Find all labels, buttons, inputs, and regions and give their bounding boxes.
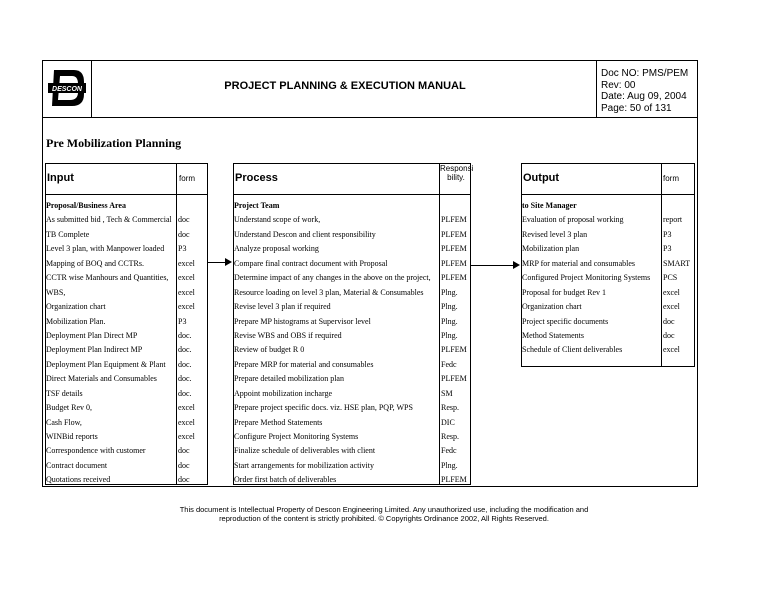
- process-item: Order first batch of deliverables: [234, 475, 337, 485]
- process-item: Revise level 3 plan if required: [234, 302, 331, 312]
- output-row: [522, 286, 694, 300]
- output-row: [522, 329, 694, 343]
- output-row: [522, 228, 694, 242]
- output-form: SMART: [663, 258, 691, 268]
- process-item: Finalize schedule of deliverables with client: [234, 446, 376, 456]
- input-form: doc.: [178, 345, 192, 355]
- process-title: Process: [235, 172, 278, 184]
- input-item: Direct Materials and Consumables: [46, 374, 157, 384]
- output-form: PCS: [663, 273, 678, 283]
- input-box: [45, 163, 208, 485]
- process-rows: [234, 199, 470, 488]
- process-to-output-arrow-line: [471, 265, 514, 266]
- input-item: Deployment Plan Indirect MP: [46, 345, 143, 355]
- output-item: Revised level 3 plan: [522, 229, 588, 239]
- output-item: Proposal for budget Rev 1: [522, 287, 606, 297]
- copyright-footer: [140, 505, 628, 523]
- process-header: [234, 164, 474, 195]
- process-item: Project Team: [234, 201, 280, 210]
- process-item: Resource loading on level 3 plan, Material & Consumables: [234, 287, 424, 297]
- input-item: Level 3 plan, with Manpower loaded: [46, 244, 165, 254]
- output-header: [522, 164, 694, 195]
- doc-number: Doc NO: PMS/PEM: [601, 68, 689, 79]
- input-to-process-arrowhead: [225, 258, 232, 266]
- process-row: [234, 242, 470, 256]
- input-item: Deployment Plan Equipment & Plant: [46, 359, 166, 369]
- output-item: Mobilization plan: [522, 244, 580, 254]
- output-item: Method Statements: [522, 330, 584, 340]
- output-rows: [522, 199, 694, 358]
- input-form: doc: [178, 460, 190, 470]
- output-row: [522, 199, 694, 213]
- output-row: [522, 213, 694, 227]
- input-row: [46, 372, 207, 386]
- input-form: doc.: [178, 374, 192, 384]
- process-resp: PLFEM: [441, 258, 467, 268]
- output-row: [522, 271, 694, 285]
- input-form: doc: [178, 215, 190, 225]
- process-item: Prepare detailed mobilization plan: [234, 374, 344, 384]
- input-row: [46, 286, 207, 300]
- docinfo-divider: [596, 60, 597, 117]
- process-row: [234, 271, 470, 285]
- output-form: report: [663, 215, 683, 225]
- input-item: WBS,: [46, 287, 66, 297]
- output-form: doc: [663, 330, 675, 340]
- process-row: [234, 286, 470, 300]
- footer-line1: This document is Intellectual Property of Descon Engineering Limited. Any unauthorized use, including the modification and: [179, 505, 589, 514]
- process-row: [234, 343, 470, 357]
- input-item: Deployment Plan Direct MP: [46, 330, 138, 340]
- process-row: [234, 358, 470, 372]
- input-form: excel: [178, 273, 195, 283]
- doc-page: Page: 50 of 131: [601, 102, 672, 114]
- input-row: [46, 199, 207, 213]
- input-header: [46, 164, 207, 195]
- process-resp: Plng.: [441, 460, 458, 470]
- process-row: [234, 315, 470, 329]
- process-resp: PLFEM: [441, 345, 467, 355]
- input-row: [46, 358, 207, 372]
- process-item: Prepare project specific docs. viz. HSE plan, PQP, WPS: [234, 403, 413, 413]
- input-row: [46, 343, 207, 357]
- input-item: WINBid reports: [46, 432, 98, 441]
- input-row: [46, 300, 207, 314]
- input-form: excel: [178, 258, 195, 268]
- output-form: excel: [663, 287, 680, 297]
- input-item: CCTR wise Manhours and Quantities,: [46, 273, 169, 283]
- process-row: [234, 228, 470, 242]
- header-divider: [42, 117, 698, 118]
- process-row: [234, 473, 470, 487]
- process-resp: Fedc: [441, 446, 457, 456]
- input-row: [46, 271, 207, 285]
- process-item: Prepare Method Statements: [234, 417, 323, 427]
- output-form: P3: [663, 244, 672, 254]
- process-row: [234, 459, 470, 473]
- doc-date: Date: Aug 09, 2004: [601, 91, 687, 102]
- input-row: [46, 329, 207, 343]
- input-row: [46, 430, 207, 444]
- input-form: doc.: [178, 359, 192, 369]
- input-item: Cash Flow,: [46, 417, 82, 427]
- output-item: to Site Manager: [522, 201, 577, 210]
- process-row: [234, 372, 470, 386]
- input-item: TSF details: [46, 388, 83, 398]
- input-form: doc.: [178, 330, 192, 340]
- output-item: Organization chart: [522, 302, 582, 312]
- output-form-header: form: [663, 174, 679, 183]
- process-row: [234, 416, 470, 430]
- input-form: P3: [178, 244, 187, 254]
- process-resp: PLFEM: [441, 374, 467, 384]
- process-resp: Plng.: [441, 302, 458, 312]
- process-row: [234, 300, 470, 314]
- output-form: P3: [663, 229, 672, 239]
- descon-logo: [48, 66, 86, 110]
- input-row: [46, 387, 207, 401]
- process-item: Analyze proposal working: [234, 244, 319, 254]
- input-item: Contract document: [46, 460, 108, 470]
- process-item: Configure Project Monitoring Systems: [234, 432, 359, 441]
- manual-title: PROJECT PLANNING & EXECUTION MANUAL: [224, 80, 466, 92]
- input-row: [46, 416, 207, 430]
- input-item: Mobilization Plan.: [46, 316, 106, 326]
- process-resp: Fedc: [441, 359, 457, 369]
- output-row: [522, 315, 694, 329]
- process-resp: Plng.: [441, 316, 458, 326]
- process-row: [234, 430, 470, 444]
- input-row: [46, 257, 207, 271]
- input-form-header: form: [179, 174, 195, 183]
- process-item: Prepare MRP for material and consumables: [234, 359, 374, 369]
- responsibility-header-line1: Responsi: [440, 164, 474, 173]
- input-form: excel: [178, 403, 195, 413]
- input-form: doc.: [178, 388, 192, 398]
- section-title: Pre Mobilization Planning: [46, 136, 182, 150]
- input-item: Organization chart: [46, 302, 106, 312]
- input-form: excel: [178, 302, 195, 312]
- input-form: excel: [178, 287, 195, 297]
- input-row: [46, 242, 207, 256]
- input-item: Mapping of BOQ and CCTRs.: [46, 258, 144, 268]
- output-form: doc: [663, 316, 675, 326]
- output-row: [522, 242, 694, 256]
- output-item: MRP for material and consumables: [522, 258, 636, 268]
- process-resp: PLFEM: [441, 273, 467, 283]
- output-box: [521, 163, 695, 367]
- process-row: [234, 401, 470, 415]
- output-item: Configured Project Monitoring Systems: [522, 273, 651, 283]
- input-form: doc: [178, 229, 190, 239]
- input-row: [46, 315, 207, 329]
- output-row: [522, 300, 694, 314]
- process-item: Understand scope of work,: [234, 215, 321, 225]
- input-item: Correspondence with customer: [46, 446, 146, 456]
- input-item: TB Complete: [46, 229, 90, 239]
- input-row: [46, 401, 207, 415]
- process-item: Revise WBS and OBS if required: [234, 330, 342, 340]
- input-form: P3: [178, 316, 187, 326]
- process-row: [234, 329, 470, 343]
- input-item: Quotations received: [46, 475, 111, 485]
- output-form: excel: [663, 302, 680, 312]
- process-row: [234, 444, 470, 458]
- responsibility-header-line2: bility.: [447, 173, 465, 182]
- process-resp: PLFEM: [441, 475, 467, 485]
- output-item: Project specific documents: [522, 316, 609, 326]
- input-row: [46, 228, 207, 242]
- responsibility-header: [440, 164, 472, 182]
- process-row: [234, 387, 470, 401]
- doc-info: [601, 68, 688, 114]
- process-resp: Plng.: [441, 330, 458, 340]
- process-box: [233, 163, 474, 485]
- input-row: [46, 459, 207, 473]
- process-item: Start arrangements for mobilization activity: [234, 460, 374, 470]
- footer-line2: reproduction of the content is strictly prohibited. © Copyrights Ordinance 2002, All Rights Reserved.: [219, 514, 549, 523]
- process-item: Understand Descon and client responsibility: [234, 229, 376, 239]
- process-item: Appoint mobilization incharge: [234, 388, 333, 398]
- input-row: [46, 444, 207, 458]
- doc-revision: Rev: 00: [601, 79, 636, 91]
- process-item: Review of budget R 0: [234, 345, 305, 355]
- process-row: [234, 257, 470, 271]
- output-item: Schedule of Client deliverables: [522, 345, 623, 355]
- process-resp: DIC: [441, 417, 455, 427]
- output-row: [522, 343, 694, 357]
- process-item: Compare final contract document with Proposal: [234, 258, 388, 268]
- process-resp: Resp.: [441, 432, 459, 441]
- input-form: doc: [178, 475, 190, 485]
- logo-divider: [91, 60, 92, 117]
- output-title: Output: [523, 172, 560, 184]
- process-resp: PLFEM: [441, 215, 467, 225]
- process-resp: SM: [441, 388, 453, 398]
- process-row: [234, 199, 470, 213]
- output-item: Evaluation of proposal working: [522, 215, 624, 225]
- input-form: excel: [178, 432, 195, 441]
- output-form: excel: [663, 345, 680, 355]
- output-row: [522, 257, 694, 271]
- input-title: Input: [47, 172, 74, 184]
- process-resp: Resp.: [441, 403, 459, 413]
- svg-text:DESCON: DESCON: [52, 86, 82, 93]
- input-form: doc: [178, 446, 190, 456]
- input-row: [46, 473, 207, 487]
- input-form: excel: [178, 417, 195, 427]
- input-row: [46, 213, 207, 227]
- process-item: Determine impact of any changes in the above on the project,: [234, 273, 431, 283]
- input-rows: [46, 199, 207, 488]
- input-to-process-arrow-line: [208, 262, 226, 263]
- process-resp: PLFEM: [441, 244, 467, 254]
- input-item: Proposal/Business Area: [46, 201, 126, 210]
- process-row: [234, 213, 470, 227]
- input-item: As submitted bid , Tech & Commercial: [46, 215, 172, 225]
- process-item: Prepare MP histograms at Supervisor level: [234, 316, 371, 326]
- input-item: Budget Rev 0,: [46, 403, 92, 413]
- process-resp: PLFEM: [441, 229, 467, 239]
- process-to-output-arrowhead: [513, 261, 520, 269]
- process-resp: Plng.: [441, 287, 458, 297]
